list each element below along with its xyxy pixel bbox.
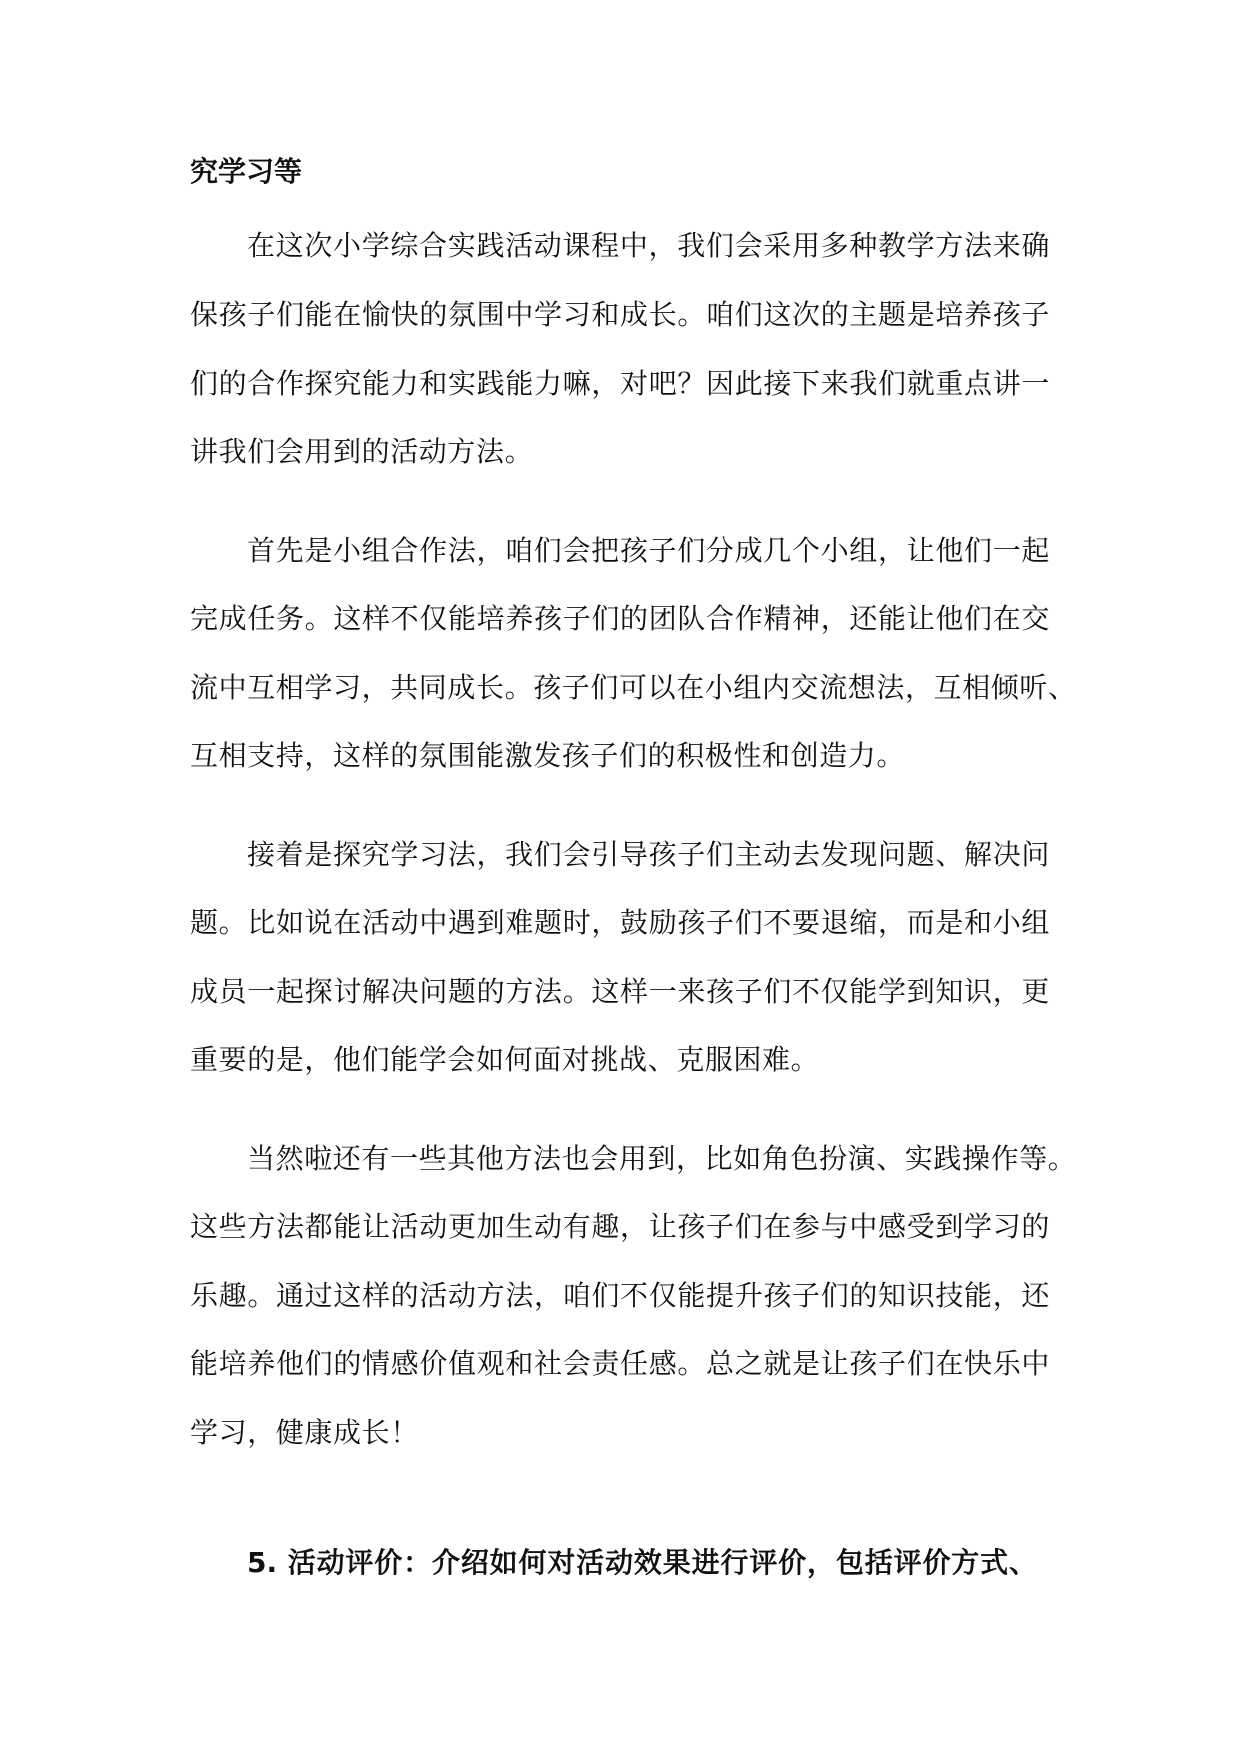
paragraph-4-line-2: 这些方法都能让活动更加生动有趣，让孩子们在参与中感受到学习的 [190, 1210, 1050, 1243]
paragraph-1-line-3: 们的合作探究能力和实践能力嘛，对吧？因此接下来我们就重点讲一 [190, 367, 1050, 400]
paragraph-4-line-1: 当然啦还有一些其他方法也会用到，比如角色扮演、实践操作等。 [247, 1142, 1077, 1175]
paragraph-2-line-4: 互相支持，这样的氛围能激发孩子们的积极性和创造力。 [190, 739, 906, 772]
paragraph-2-line-3: 流中互相学习，共同成长。孩子们可以在小组内交流想法，互相倾听、 [190, 671, 1077, 704]
paragraph-1-line-2: 保孩子们能在愉快的氛围中学习和成长。咱们这次的主题是培养孩子 [190, 298, 1050, 331]
paragraph-1-line-4: 讲我们会用到的活动方法。 [190, 435, 534, 468]
section-heading-activity-evaluation: 5. 活动评价：介绍如何对活动效果进行评价，包括评价方式、 [247, 1546, 1037, 1579]
paragraph-3-line-1: 接着是探究学习法，我们会引导孩子们主动去发现问题、解决问 [247, 838, 1050, 871]
paragraph-3-line-3: 成员一起探讨解决问题的方法。这样一来孩子们不仅能学到知识，更 [190, 975, 1050, 1008]
paragraph-4-line-3: 乐趣。通过这样的活动方法，咱们不仅能提升孩子们的知识技能，还 [190, 1279, 1050, 1312]
paragraph-3-line-2: 题。比如说在活动中遇到难题时，鼓励孩子们不要退缩，而是和小组 [190, 906, 1050, 939]
paragraph-2-line-1: 首先是小组合作法，咱们会把孩子们分成几个小组，让他们一起 [247, 534, 1050, 567]
continued-heading: 究学习等 [190, 155, 303, 188]
paragraph-4-line-4: 能培养他们的情感价值观和社会责任感。总之就是让孩子们在快乐中 [190, 1347, 1050, 1380]
paragraph-2-line-2: 完成任务。这样不仅能培养孩子们的团队合作精神，还能让他们在交 [190, 602, 1050, 635]
paragraph-1-line-1: 在这次小学综合实践活动课程中，我们会采用多种教学方法来确 [247, 229, 1050, 262]
paragraph-4-line-5: 学习，健康成长！ [190, 1416, 419, 1449]
paragraph-3-line-4: 重要的是，他们能学会如何面对挑战、克服困难。 [190, 1043, 820, 1076]
